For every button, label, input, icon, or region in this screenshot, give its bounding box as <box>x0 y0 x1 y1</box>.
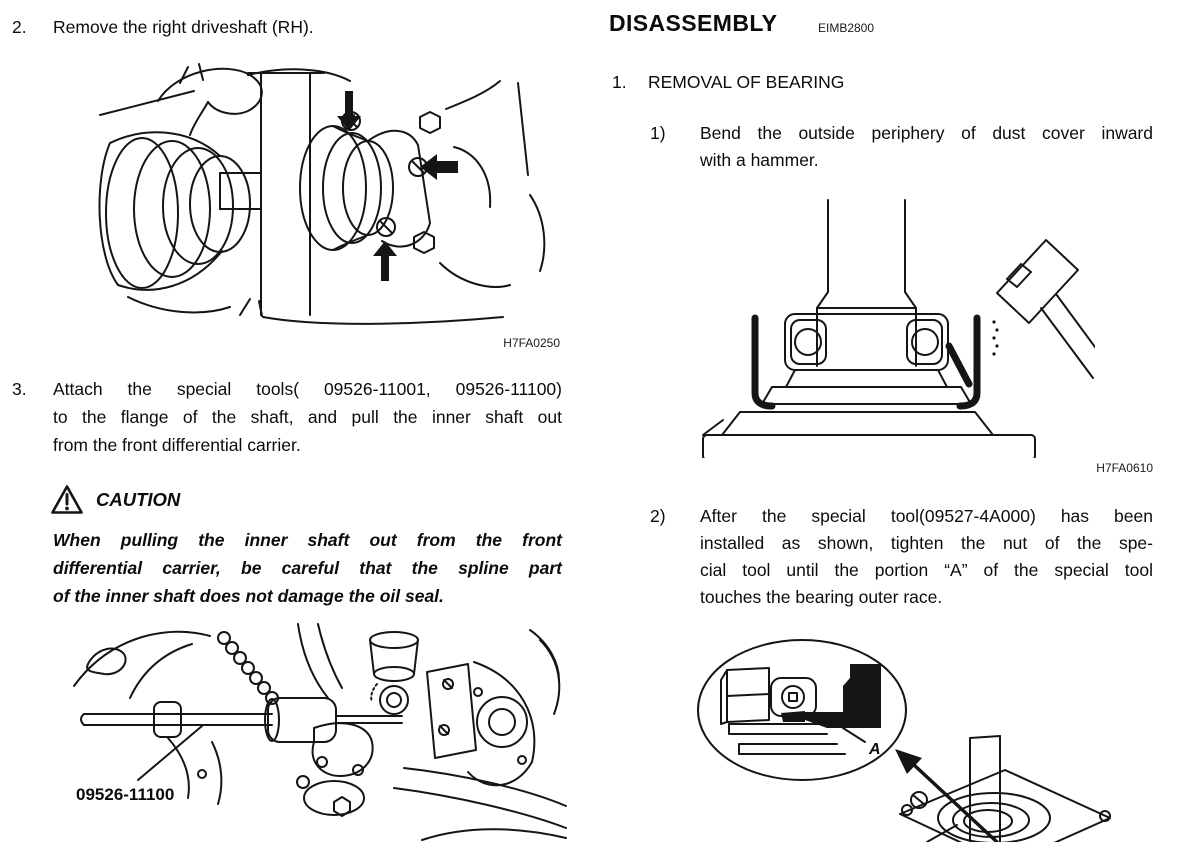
figure-code: H7FA0610 <box>1096 461 1153 475</box>
step-text-line: Attach the special tools( 09526-11001, 09526-11100) <box>53 379 562 399</box>
step-number: 2. <box>12 17 27 37</box>
step-text: Remove the right driveshaft (RH). <box>53 17 314 37</box>
step-number: 1) <box>650 123 666 143</box>
step-remove-driveshaft <box>12 13 562 41</box>
caution-label: CAUTION <box>96 488 181 510</box>
portion-a-label: A <box>869 741 881 758</box>
step-text-line: from the front differential carrier. <box>53 435 301 455</box>
step-number: 3. <box>12 379 27 399</box>
figure-code: H7FA0250 <box>503 336 560 350</box>
driveshaft-figure <box>98 55 563 340</box>
bearing-hammer-figure <box>645 196 1095 458</box>
step-tighten-special-tool <box>650 503 1153 611</box>
section-code: EIMB2800 <box>818 21 875 35</box>
bearing-line-art <box>703 200 1095 458</box>
caution-text-line: When pulling the inner shaft out from the front <box>53 530 562 550</box>
caution-text <box>53 526 562 610</box>
caution-text-line: of the inner shaft does not damage the oil seal. <box>53 586 444 606</box>
step-bend-dust-cover <box>650 120 1153 174</box>
step-text-line: Bend the outside periphery of dust cover inward <box>700 123 1153 143</box>
page-title: DISASSEMBLY <box>609 10 778 36</box>
caution-text-line: differential carrier, be careful that the spline part <box>53 558 562 578</box>
step-number: 2) <box>650 506 666 526</box>
step-text-line: with a hammer. <box>700 150 819 170</box>
dust-cover-bent-edges <box>755 318 977 406</box>
section-heading: REMOVAL OF BEARING <box>648 72 845 92</box>
step-text-line: cial tool until the portion “A” of the special tool <box>700 560 1153 580</box>
stipple-dots <box>992 320 998 355</box>
step-text-line: After the special tool(09527-4A000) has been <box>700 506 1153 526</box>
special-tool-number-label: 09526-11100 <box>76 785 175 804</box>
warning-triangle-icon <box>50 484 84 515</box>
engine-bay-line-art <box>74 624 566 840</box>
special-tool-figure <box>72 622 567 842</box>
driveshaft-line-art <box>100 64 545 324</box>
step-attach-special-tools <box>12 375 562 459</box>
detail-inset-figure <box>695 628 1115 842</box>
caution-heading <box>50 484 180 515</box>
section-number: 1. <box>612 72 627 92</box>
step-text-line: installed as shown, tighten the nut of the spe- <box>700 533 1153 553</box>
step-text-line: to the flange of the shaft, and pull the inner shaft out <box>53 407 562 427</box>
inset-line-art <box>698 640 1110 842</box>
step-text-line: touches the bearing outer race. <box>700 587 943 607</box>
section-removal-of-bearing <box>612 68 1165 96</box>
